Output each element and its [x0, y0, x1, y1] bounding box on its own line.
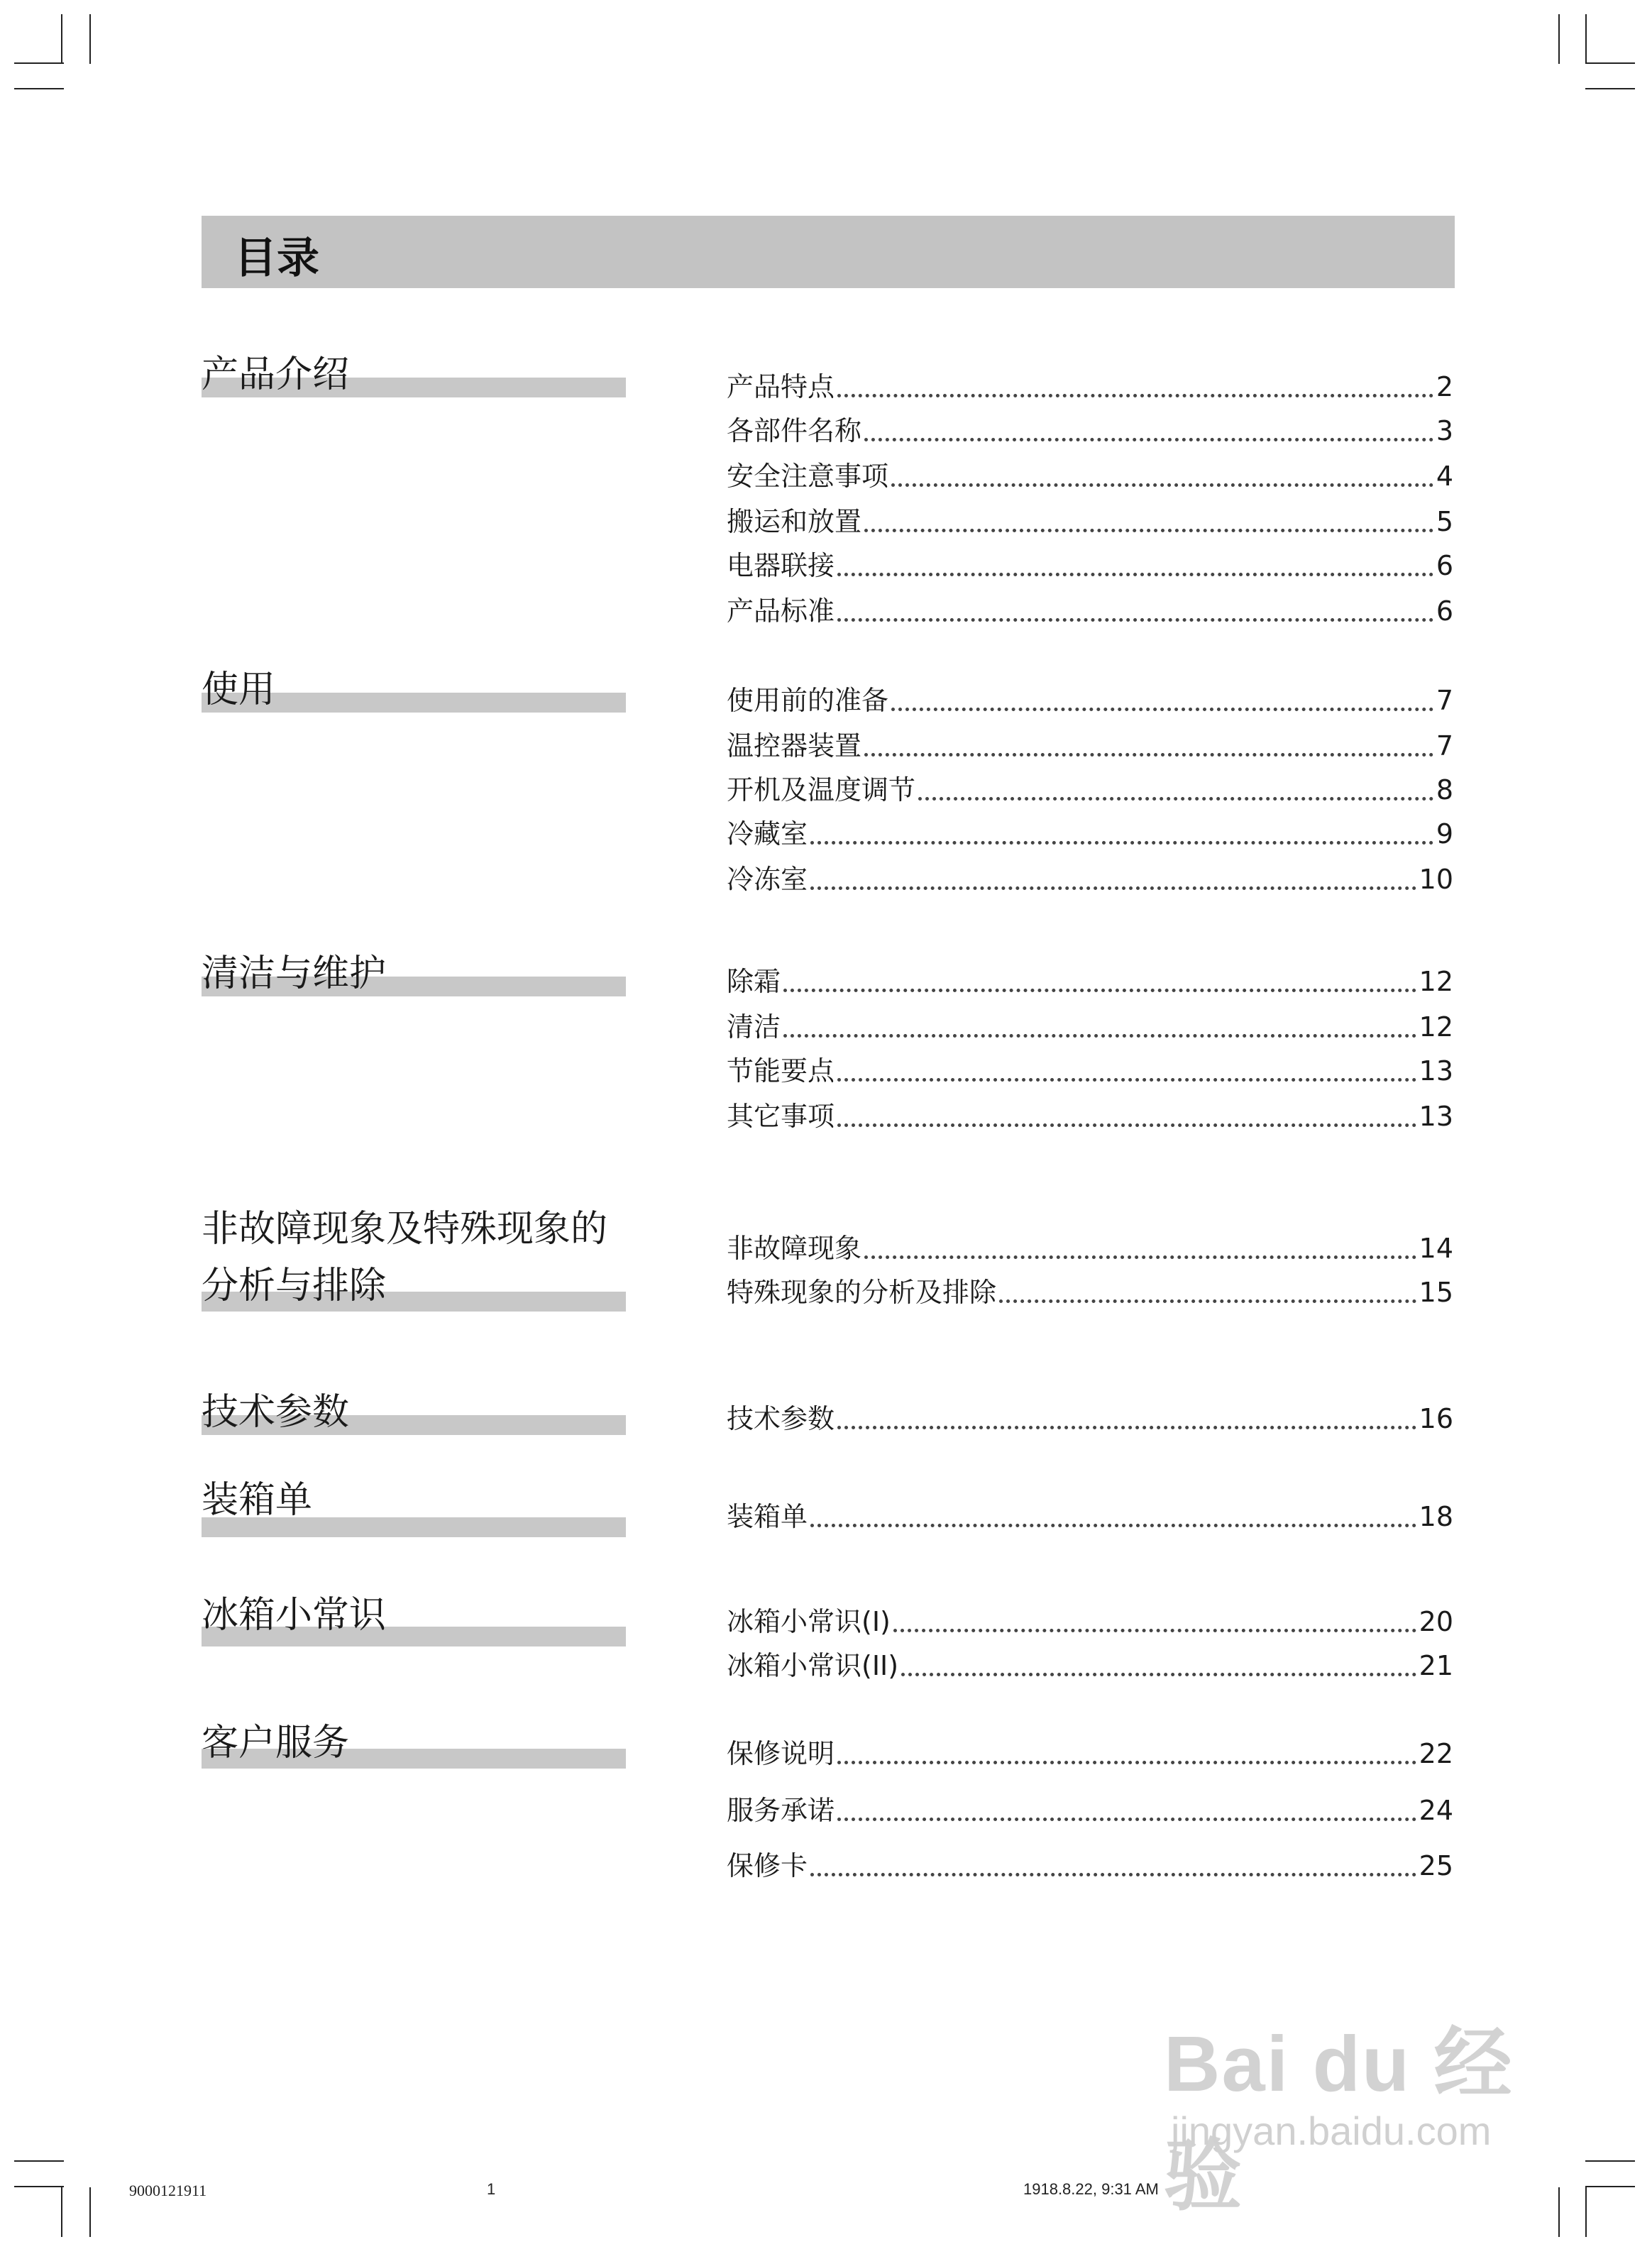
- page-title: 目录: [234, 233, 319, 283]
- section-title: 冰箱小常识: [202, 1593, 626, 1642]
- toc-entry[interactable]: 技术参数 16: [727, 1403, 1453, 1434]
- section-title: 客户服务: [202, 1720, 626, 1770]
- footer-timestamp: 1918.8.22, 9:31 AM: [1023, 2180, 1159, 2198]
- crop-mark: [1585, 14, 1587, 64]
- toc-entry[interactable]: 产品标准 6: [727, 595, 1453, 627]
- section-title: 使用: [202, 667, 626, 717]
- watermark: [1164, 2001, 1561, 2220]
- toc-entry[interactable]: 保修卡 25: [727, 1850, 1453, 1881]
- toc-entry[interactable]: 安全注意事项 4: [727, 461, 1453, 492]
- section-title: 清洁与维护: [202, 951, 626, 1001]
- toc-entry[interactable]: 搬运和放置 5: [727, 506, 1453, 537]
- toc-entry[interactable]: 保修说明 22: [727, 1738, 1453, 1769]
- toc-entry[interactable]: 节能要点 13: [727, 1055, 1453, 1087]
- toc-entry[interactable]: 各部件名称 3: [727, 415, 1453, 446]
- toc-entry[interactable]: 装箱单 18: [727, 1501, 1453, 1532]
- crop-mark: [1585, 2160, 1635, 2162]
- crop-mark: [61, 14, 62, 64]
- footer-page-number: 1: [487, 2180, 496, 2198]
- footer-doc-code: 9000121911: [129, 2182, 207, 2199]
- toc-entry[interactable]: 电器联接 6: [727, 550, 1453, 581]
- toc-entry[interactable]: 产品特点 2: [727, 371, 1453, 402]
- toc-entry[interactable]: 特殊现象的分析及排除 15: [727, 1277, 1453, 1308]
- crop-mark: [14, 88, 64, 89]
- toc-entry[interactable]: 非故障现象 14: [727, 1233, 1453, 1264]
- section-title: 产品介绍: [202, 352, 626, 402]
- section-title: 技术参数: [202, 1390, 626, 1439]
- crop-mark: [1585, 88, 1635, 89]
- crop-mark: [89, 14, 91, 64]
- watermark-url: jingyan.baidu.com: [1171, 2109, 1492, 2153]
- crop-mark: [14, 62, 64, 64]
- toc-entry[interactable]: 冷冻室 10: [727, 864, 1453, 895]
- toc-entry[interactable]: 冰箱小常识(I) 20: [727, 1606, 1453, 1637]
- crop-mark: [14, 2186, 64, 2187]
- toc-entry[interactable]: 其它事项 13: [727, 1101, 1453, 1132]
- toc-entry[interactable]: 除霜 12: [727, 966, 1453, 997]
- toc-entry[interactable]: 冰箱小常识(II) 21: [727, 1650, 1453, 1681]
- toc-title-bar: [202, 216, 1455, 288]
- toc-entry[interactable]: 冷藏室 9: [727, 818, 1453, 850]
- toc-entry[interactable]: 使用前的准备 7: [727, 685, 1453, 716]
- crop-mark: [14, 2160, 64, 2162]
- watermark-logo: Bai du 经验: [1164, 2021, 1514, 2220]
- toc-entry[interactable]: 清洁 12: [727, 1011, 1453, 1043]
- crop-mark: [1585, 2186, 1635, 2187]
- section-title: 装箱单: [202, 1478, 626, 1527]
- crop-mark: [89, 2187, 91, 2237]
- crop-mark: [1585, 2187, 1587, 2237]
- toc-entry[interactable]: 温控器装置 7: [727, 730, 1453, 762]
- crop-mark: [1585, 62, 1635, 64]
- toc-entry[interactable]: 服务承诺 24: [727, 1795, 1453, 1826]
- crop-mark: [1558, 14, 1560, 64]
- section-title: 非故障现象及特殊现象的 分析与排除: [202, 1206, 626, 1306]
- toc-entry[interactable]: 开机及温度调节 8: [727, 774, 1453, 806]
- crop-mark: [61, 2187, 62, 2237]
